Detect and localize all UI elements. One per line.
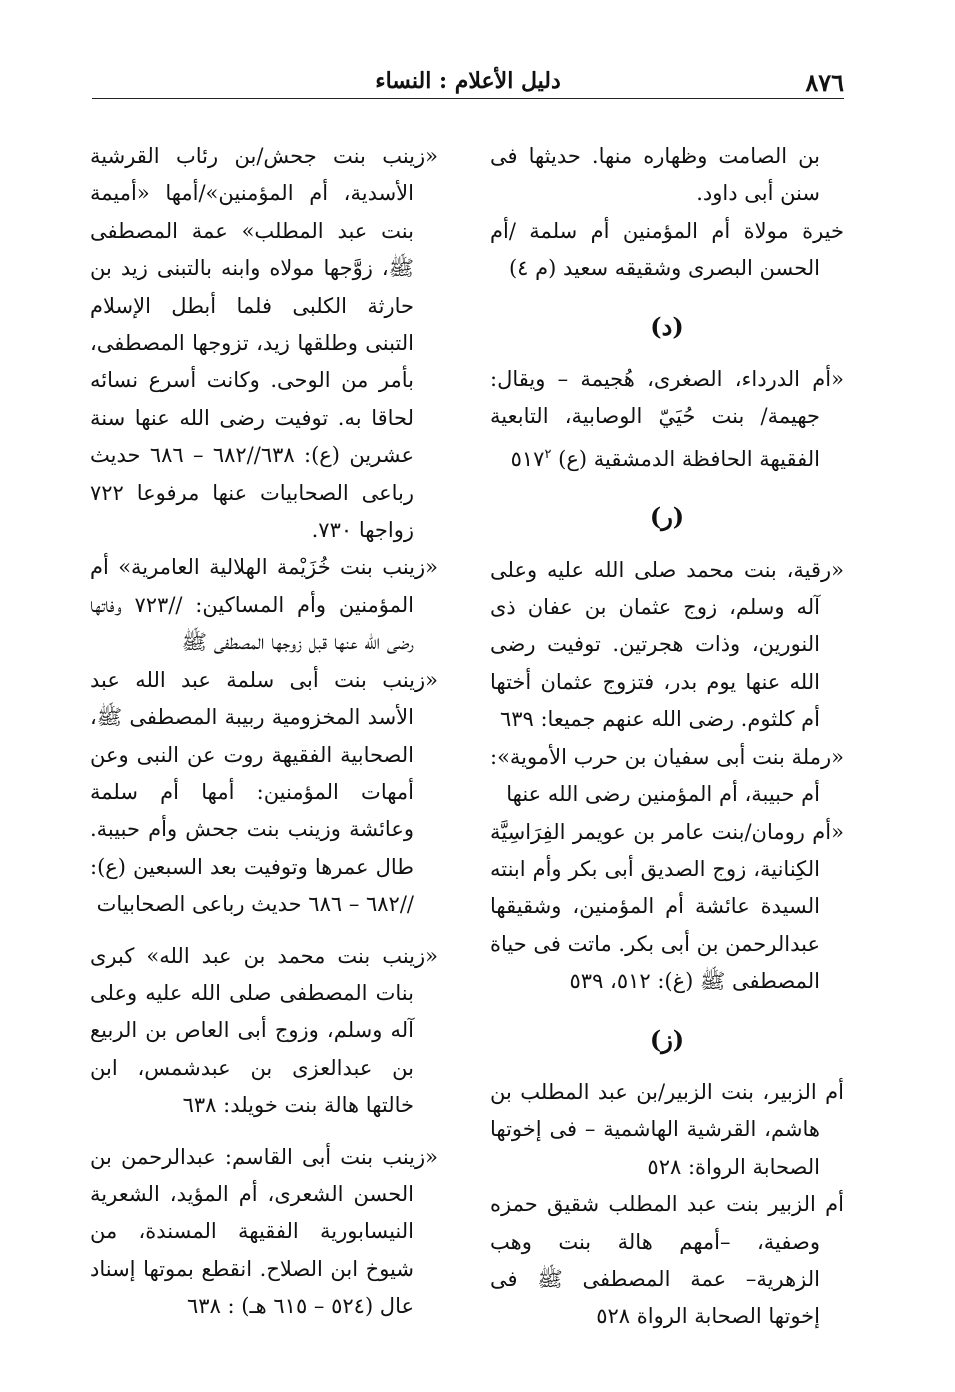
entry-zaynab-jahsh: «زينب بنت جحش/بن رئاب القرشية الأسدية، أم المؤمنين»/أمها «أميمة بنت عبد المطلب» عمة المصطفى ﷺ، زوَّجها مولاه وابنه بالتبنى زيد بن حارثة الكلبى فلما أبطل الإسلام التبنى وطلقها زيد، تزوجها المصطفى، بأمر من الوحى. وكانت أسرع نسائه لحاقا به. توفيت رضى الله عنها سنة عشرين (ع): ٦٣٨//٦٨٢ – ٦٨٦ حديث رباعى الصحابيات عنها مرفوعا ٧٢٢ زواجها ٧٣٠. <box>90 144 438 543</box>
entry-umm-zubayr-2: أم الزبير بنت عبد المطلب شقيق حمزه وصفية، –أمهم هالة بنت وهب الزهرية– عمة المصطفى ﷺ فى إخوتها الصحابة الرواة ٥٢٨ <box>490 1192 844 1329</box>
section-heading-dal: (د) <box>650 311 684 341</box>
entry-zaynab-khuzayma: «زينب بنت خُزَيْمة الهلالية العامرية» أم المؤمنين وأم المساكين: //٧٢٣ وفاتها رضى الله عنها قبل زوجها المصطفى ﷺ <box>90 555 438 655</box>
entry-continuation: بن الصامت وظهاره منها. حديثها فى سنن أبى داود. <box>490 144 820 206</box>
left-column <box>90 138 438 1326</box>
section-heading-zay: (ز) <box>649 1024 685 1054</box>
entry-ramla: «رملة بنت أبى سفيان بن حرب الأموية»: أم حبيبة، أم المؤمنين رضى الله عنها <box>490 744 844 807</box>
entry-zaynab-abi-qasim: «زينب بنت أبى القاسم: عبدالرحمن بن الحسن الشعرى، أم المؤيد، الشعرية النيسابورية الفقيهة المسندة، من شيوخ ابن الصلاح. انقطع بموتها إسناد عال (٥٢٤ – ٦١٥ هـ) : ٦٣٨ <box>90 1144 438 1319</box>
section-heading-ra: (ر) <box>649 502 685 532</box>
entry-umm-darda-text: «أم الدرداء، الصغرى، هُجيمة – ويقال: جهيمة/ بنت حُيَيّ الوصابية، التابعية الفقيهة الحافظة الدمشقية (ع) ٥١٧ <box>490 367 844 471</box>
page-header <box>92 58 844 99</box>
entry-khayra: خيرة مولاة أم المؤمنين أم سلمة /أم الحسن البصرى وشقيقه سعيد (م ٤) <box>490 218 844 281</box>
entry-ruqayya: «رقية، بنت محمد صلى الله عليه وعلى آله وسلم، زوج عثمان بن عفان ذى النورين، وذات هجرتين. توفيت رضى الله عنها يوم بدر، فتزوج عثمان أختها أم كلثوم. رضى الله عنهم جميعا: ٦٣٩ <box>490 557 844 732</box>
page-number: ٨٧٦ <box>805 68 844 97</box>
entry-zaynab-muhammad: «زينب بنت محمد بن عبد الله» كبرى بنات المصطفى صلى الله عليه وعلى آله وسلم، وزوج أبى العاص بن الربيع بن عبدالعزى بن عبدشمس، ابن خالتها هالة بنت خويلد: ٦٣٨ <box>90 943 438 1118</box>
right-column <box>490 138 844 1336</box>
entry-umm-zubayr-1: أم الزبير، بنت الزبير/بن عبد المطلب بن هاشم، القرشية الهاشمية – فى إخوتها الصحابة الرواة: ٥٢٨ <box>490 1079 844 1179</box>
footnote-marker: ٢ <box>544 446 552 462</box>
entry-umm-ruman: «أم رومان/بنت عامر بن عويمر الفِرَاسِيَّة الكِنانية، زوج الصديق أبى بكر وأم ابنته السيدة عائشة أم المؤمنين، وشقيقها عبدالرحمن بن أبى بكر. ماتت فى حياة المصطفى ﷺ (غ): ٥١٢، ٥٣٩ <box>490 819 844 994</box>
running-title: دليل الأعلام : النساء <box>375 68 561 94</box>
entry-umm-darda <box>490 361 844 478</box>
entry-zaynab-abi-salama: «زينب بنت أبى سلمة عبد الله عبد الأسد المخزومية ربيبة المصطفى ﷺ، الصحابية الفقيهة روت عن النبى وعن أمهات المؤمنين: أمها أم سلمة وعائشة وزينب بنت جحش وأم حبيبة. طال عمرها وتوفيت بعد السبعين (ع): //٦٨٢ – ٦٨٦ حديث رباعى الصحابيات <box>90 667 438 917</box>
